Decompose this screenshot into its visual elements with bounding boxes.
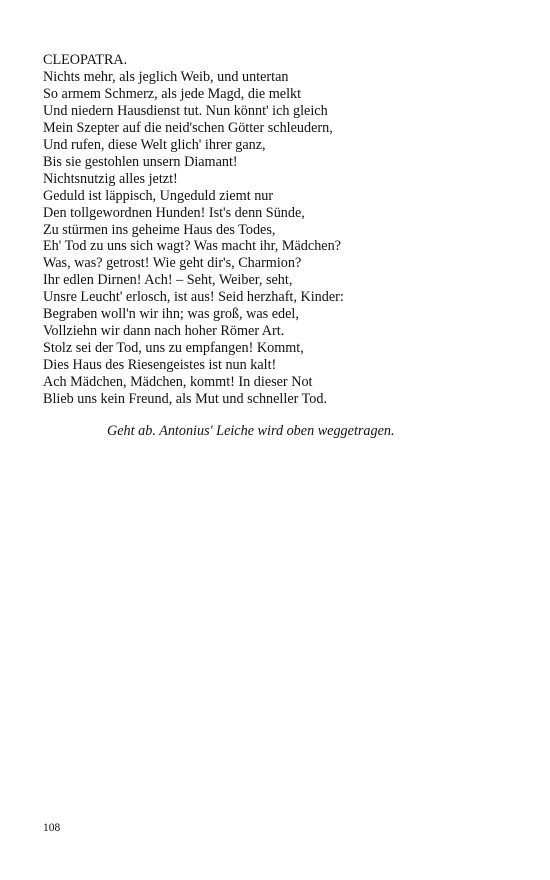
verse-line: Bis sie gestohlen unsern Diamant! <box>43 153 238 170</box>
verse-line: Blieb uns kein Freund, als Mut und schneller Tod. <box>43 391 328 408</box>
page-number: 108 <box>43 822 61 834</box>
verse-line: Und niedern Hausdienst tut. Nun könnt' ich gleich <box>43 102 328 119</box>
verse-line: Vollziehn wir dann nach hoher Römer Art. <box>43 323 285 340</box>
dialogue-block <box>43 52 513 408</box>
stage-direction: Geht ab. Antonius' Leiche wird oben weggetragen. <box>107 423 395 439</box>
verse-line: Und rufen, diese Welt glich' ihrer ganz, <box>43 136 266 153</box>
verse-line: Ihr edlen Dirnen! Ach! – Seht, Weiber, seht, <box>43 272 293 289</box>
verse-line: Eh' Tod zu uns sich wagt? Was macht ihr, Mädchen? <box>43 238 341 255</box>
verse-line: Dies Haus des Riesengeistes ist nun kalt! <box>43 357 277 374</box>
verse-line: Unsre Leucht' erlosch, ist aus! Seid herzhaft, Kinder: <box>43 289 344 306</box>
verse-line: Mein Szepter auf die neid'schen Götter schleudern, <box>43 119 333 136</box>
verse-line: Zu stürmen ins geheime Haus des Todes, <box>43 221 276 238</box>
verse-line: Ach Mädchen, Mädchen, kommt! In dieser Not <box>43 374 313 391</box>
verse-line: Stolz sei der Tod, uns zu empfangen! Kommt, <box>43 340 304 357</box>
verse-line: Geduld ist läppisch, Ungeduld ziemt nur <box>43 187 274 204</box>
verse-line: Was, was? getrost! Wie geht dir's, Charmion? <box>43 255 302 272</box>
verse-line: Nichts mehr, als jeglich Weib, und untertan <box>43 68 289 85</box>
verse-line: Nichtsnutzig alles jetzt! <box>43 170 178 187</box>
verse-line: Den tollgewordnen Hunden! Ist's denn Sünde, <box>43 204 305 221</box>
speaker-name: CLEOPATRA. <box>43 52 128 68</box>
verse-line: Begraben woll'n wir ihn; was groß, was edel, <box>43 306 299 323</box>
verse-line: So armem Schmerz, als jede Magd, die melkt <box>43 85 302 102</box>
